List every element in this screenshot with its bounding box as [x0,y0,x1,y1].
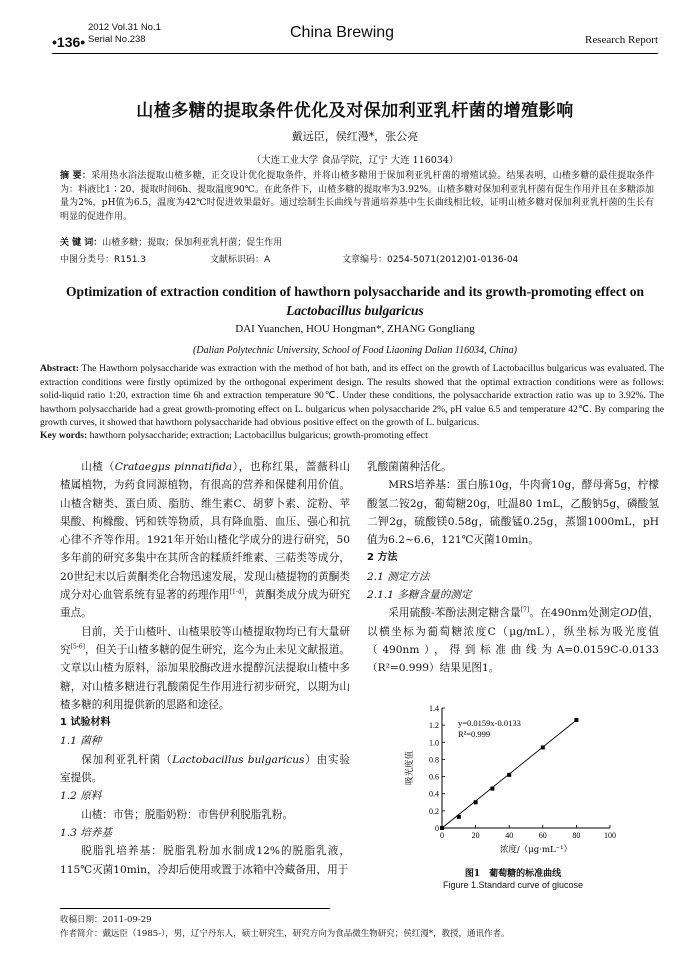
italic-term: OD [620,607,638,620]
clc-number: 中图分类号：R151.3 [60,255,147,265]
author-info: 作者简介：戴远臣（1985-），男，辽宁丹东人，硕士研究生，研究方向为食品微生物研究；侯红漫*，教授，通讯作者。 [60,929,510,939]
citation: [7] [520,606,530,614]
body-left-column [60,458,350,879]
document-code: 文献标识码：A [210,255,271,265]
text-run: 山楂（ [81,461,115,473]
header-rule [52,53,658,54]
figure-caption-en: Figure 1.Standard curve of glucose [442,880,584,890]
text-run: ），也称红果，蔷薇科山楂属植物，为药食同源植物，有很高的营养和保健利用价值。山楂含糖类、蛋白质、脂肪、维生素C、胡萝卜素、淀粉、苹果酸、枸橼酸、钙和铁等物质，具有降血脂、血压、强心和抗心律不齐等作用。1921年开始山楂化学成分的进行研究，50多年前的研究多集中在其所含的糅质纤维素、三萜类等成分，20世纪末以后黄酮类化合物迅速发展，发现山楂提物的黄酮类成分对心血管系统有显著的药理作用 [60,461,350,602]
journal-name: China Brewing [290,24,395,41]
species-name: Lactobacillus bulgaricus [172,753,305,766]
y-tick-label: 1.4 [429,704,439,713]
text-run: ）由实验室提供。 [60,753,350,785]
fit-equation: y=0.0159x-0.0133 [458,718,521,728]
x-tick-label: 20 [471,831,480,840]
text-run: 目前，关于山楂叶、山楂果胶等山楂提取物均已有大量研究 [60,625,350,656]
text-run: 采用硫酸-苯酚法测定糖含量 [388,607,521,620]
y-tick-label: 0.2 [429,806,439,816]
citation: [5-6] [70,643,85,651]
paragraph-assay [367,604,659,677]
abstract-cn [60,170,654,224]
keywords-cn-label: 关 键 词： [60,238,103,248]
text-run: ，但关于山楂多糖的促生研究，迄今为止未见文献报道。文章以山楂为原料，添加果胶酶改进水提醇沉法提取山楂中多糖，对山楂多糖进行乳酸菌促生作用进行初步研究，以期为山楂多糖的利用提供新的思路和途径。 [60,643,351,711]
keywords-cn-text: 山楂多糖；提取；保加利亚乳杆菌；促生作用 [102,238,283,248]
y-tick-label: 0 [435,824,439,833]
data-point [474,800,478,804]
serial: Serial No.238 [88,34,146,45]
species-name: Crataegμs pinnatifida [114,461,233,473]
text-run: 值，以横坐标为葡萄糖浓度C（μg/mL），纵坐标为吸光度值（490nm），得到标准曲线为A=0.0159C-0.0133（R²=0.999）结果见图1。 [367,607,659,675]
affiliation-cn: （大连工业大学 食品学院，辽宁 大连 116034） [251,155,459,166]
section-heading-methods: 2 方法 [367,552,398,564]
title-en-line1: Optimization of extraction condition of hawthorn polysaccharide and its growth-promoting effect on [65,284,645,299]
data-point [440,826,444,830]
y-tick-label: 1.0 [429,738,439,748]
keywords-en-label: Key words: [40,430,88,441]
data-point [541,745,545,749]
abstract-cn-text: 采用热水浴法提取山楂多糖，正交设计优化提取条件，并将山楂多糖用于保加利亚乳杆菌的增殖试验。结果表明，山楂多糖的最佳提取条件为：料液比1∶20、提取时间6h、提取温度90℃。在此条件下，山楂多糖的提取率为3.92%。山楂多糖对保加利亚乳杆菌有促生作用并且在多糖添加量为2%，pH值为6.5，温度为42℃时促进效果最好。通过绘制生长曲线与普通培养基中生长曲线相比较，证明山楂多糖对保加利亚乳杆菌的生长有明显的促进作用。 [60,171,654,222]
section-name: Research Report [585,34,658,46]
section-heading-materials: 1 试验材料 [60,717,111,729]
volume: 2012 Vol.31 No.1 [88,22,161,33]
x-tick-label: 100 [604,831,616,840]
y-tick-label: 0.4 [429,789,439,799]
footnote-rule [60,908,330,909]
subsection-heading-polysaccharide: 2.1.1 多糖含量的测定 [367,589,472,602]
authors-cn: 戴远臣，侯红漫*，张公亮 [291,130,419,143]
body-right-column [367,458,659,678]
x-axis-label: 浓度/（μg·mL⁻¹） [499,845,573,855]
y-tick-label: 0.6 [429,772,439,782]
keywords-en [40,430,664,441]
paragraph-mrs-medium: MRS培养基：蛋白胨10g，牛肉膏10g，酵母膏5g，柠檬酸氢二铵2g，葡萄糖20g，吐温80 1mL，乙酸钠5g，磷酸氢二钾2g，硫酸镁0.58g，硫酸锰0.25g，蒸馏1000mL，pH值为6.2~6.6，121℃灭菌10min。 [367,479,659,547]
volume-info [88,22,161,46]
page-number: •136• [52,34,86,50]
r-squared: R²=0.999 [458,729,491,739]
authors-en: DAI Yuanchen, HOU Hongman*, ZHANG Gongliang [235,323,475,335]
data-point [457,815,461,819]
subsection-heading-medium: 1.3 培养基 [60,826,112,839]
keywords-cn [60,235,654,248]
data-point [507,773,511,777]
abstract-en-label: Abstract: [40,363,79,374]
abstract-cn-label: 摘 要： [60,171,92,181]
paragraph-raw-material: 山楂：市售；脱脂奶粉：市售伊利脱脂乳粉。 [81,808,294,821]
subsection-heading-strain: 1.1 菌种 [60,735,102,748]
x-tick-label: 60 [538,831,547,840]
abstract-en-text: The Hawthorn polysaccharide was extraction with the method of hot bath, and its effect on the growth of Lactobacillus bulgaricus was evaluated. The extraction conditions were firstly optimized by the orthogonal experiment design. The results showed that the optimal extraction conditions were as follows: solid-liquid ratio 1:20, extraction time 6h and extraction temperature 90℃. Under these conditions, the polysaccharide extraction ratio was up to 3.92%. The hawthorn polysaccharide had a great growth-promoting effect on L. bulgaricus when polysaccharide 2%, pH value 6.5 and temperature 42℃. By comparing the growth curves, it showed that hawthorn polysaccharide had obvious positive effect on the growth of L. bulgaricus. [40,363,665,429]
keywords-en-text: hawthorn polysaccharide; extraction; Lactobacillus bulgaricus; growth-promoting effect [89,430,428,441]
text-run: ，黄酮类成分成为研究重点。 [60,589,351,620]
text-run: 。在490nm处测定 [529,607,621,620]
title-en-line2: Lactobacillus bulgaricus [286,303,424,318]
paragraph-strain [60,751,350,788]
subsection-heading-determination: 2.1 测定方法 [367,570,430,583]
figure-caption-cn: 图1 葡萄糖的标准曲线 [464,869,562,879]
citation: [1-4] [229,588,244,596]
affiliation-en: (Dalian Polytechnic University, School of Food Liaoning Dalian 116034, China) [193,345,517,356]
article-number: 文章编号：0254-5071(2012)01-0136-04 [342,255,519,265]
glucose-standard-curve-chart [400,700,630,860]
subsection-heading-raw-material: 1.2 原料 [60,790,102,803]
paragraph-current-research [60,623,350,714]
x-tick-label: 40 [505,831,514,840]
y-axis-label: 吸光度值 [405,750,415,786]
y-tick-label: 0.8 [429,755,439,765]
x-tick-label: 0 [440,831,444,840]
y-tick-label: 1.2 [429,721,439,731]
received-date: 收稿日期：2011-09-29 [60,915,152,925]
paragraph-medium: 脱脂乳培养基：脱脂乳粉加水制成12%的脱脂乳液，115℃灭菌10min，冷却后使用或置于冰箱中冷藏备用，用于 [60,845,350,876]
data-point [490,787,494,791]
x-tick-label: 80 [572,831,581,840]
paragraph-intro [60,458,350,623]
text-run: 保加利亚乳杆菌（ [81,753,173,766]
abstract-en [40,362,664,430]
data-point [574,718,578,722]
paragraph-continued: 乳酸菌菌种活化。 [367,461,452,473]
article-title-en [52,282,658,320]
article-title-cn: 山楂多糖的提取条件优化及对保加利亚乳杆菌的增殖影响 [136,101,574,121]
